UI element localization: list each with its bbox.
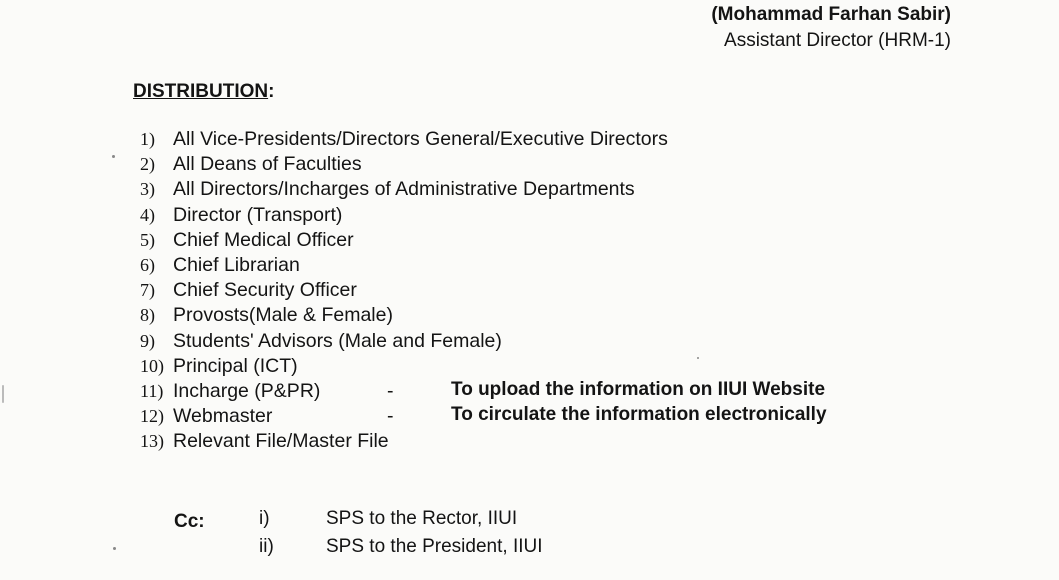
item-note: To circulate the information electronically — [451, 404, 827, 426]
cc-label: Cc: — [174, 511, 205, 532]
item-text: Incharge (P&PR) — [173, 379, 321, 402]
item-text: All Deans of Faculties — [173, 153, 362, 176]
item-number: 6) — [140, 254, 155, 275]
item-text: Principal (ICT) — [173, 354, 298, 377]
signatory-title: Assistant Director (HRM-1) — [724, 30, 951, 51]
item-text: Provosts(Male & Female) — [173, 304, 393, 327]
signatory-name: (Mohammad Farhan Sabir) — [711, 4, 951, 25]
distribution-item — [140, 253, 668, 278]
item-text: All Directors/Incharges of Administrative Departments — [173, 178, 635, 201]
item-number: 12) — [140, 406, 164, 427]
item-number: 4) — [140, 204, 155, 225]
item-number: 13) — [140, 431, 164, 452]
item-text: Relevant File/Master File — [173, 430, 389, 453]
distribution-item — [140, 303, 668, 328]
item-text: All Vice-Presidents/Directors General/Executive Directors — [173, 128, 668, 150]
item-number: 9) — [140, 330, 155, 351]
item-text: Chief Medical Officer — [173, 228, 354, 251]
distribution-heading-colon: : — [268, 81, 275, 102]
item-number: 11) — [140, 380, 164, 401]
cc-item-number: i) — [259, 508, 270, 529]
distribution-item — [140, 228, 668, 253]
distribution-heading-text: DISTRIBUTION — [133, 81, 269, 102]
scan-speck — [113, 547, 116, 550]
item-text: Students' Advisors (Male and Female) — [173, 329, 502, 352]
scan-speck — [112, 155, 115, 158]
item-number: 5) — [140, 229, 155, 250]
signature-block — [711, 2, 951, 54]
item-number: 3) — [140, 179, 155, 200]
distribution-item — [140, 354, 668, 379]
distribution-item — [140, 127, 668, 152]
cc-item-number: ii) — [259, 536, 274, 557]
item-text: Chief Security Officer — [173, 279, 357, 302]
distribution-list — [140, 127, 827, 454]
item-number: 8) — [140, 305, 155, 326]
item-number: 10) — [140, 355, 164, 376]
item-number: 2) — [140, 154, 155, 175]
item-text: Director (Transport) — [173, 203, 343, 226]
distribution-item — [140, 378, 826, 404]
scan-speck — [2, 385, 4, 403]
distribution-item — [140, 152, 668, 177]
cc-item-text: SPS to the Rector, IIUI — [326, 508, 518, 529]
distribution-item — [140, 177, 668, 202]
scan-speck — [697, 357, 699, 359]
cc-item-text: SPS to the President, IIUI — [326, 536, 543, 557]
distribution-heading — [133, 81, 274, 103]
item-dash: - — [387, 405, 394, 428]
item-number: 7) — [140, 280, 155, 301]
item-note: To upload the information on IIUI Website — [451, 378, 826, 400]
item-text: Webmaster — [173, 405, 273, 428]
distribution-item — [140, 329, 668, 354]
distribution-item — [140, 278, 668, 303]
distribution-item — [140, 429, 668, 454]
item-number: 1) — [140, 129, 155, 149]
item-text: Chief Librarian — [173, 253, 300, 276]
distribution-item — [140, 203, 668, 228]
distribution-item — [140, 404, 827, 429]
item-dash: - — [387, 379, 394, 402]
